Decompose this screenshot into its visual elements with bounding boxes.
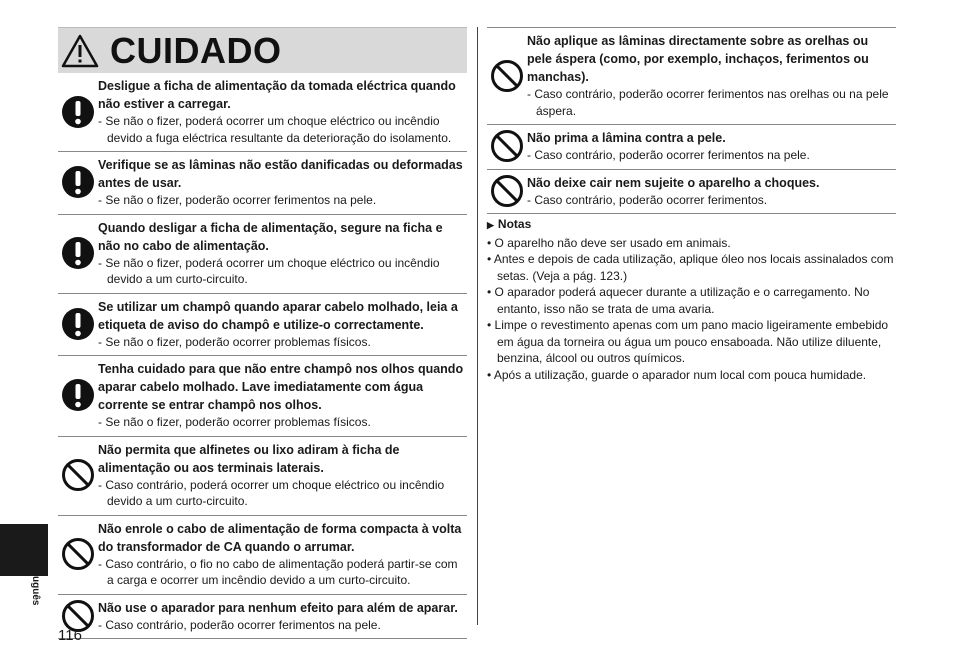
caution-title: Quando desligar a ficha de alimentação, segure na ficha e não no cabo de alimentação. — [98, 220, 443, 253]
caution-text — [527, 174, 896, 209]
note-text: O aparador poderá aquecer durante a utilização e o carregamento. No entanto, isso não se trata de uma avaria. — [494, 285, 870, 316]
note-item: • Limpe o revestimento apenas com um pano macio ligeiramente embebido em água da torneira ou água um pouco ensaboada. Não utilize diluente, benzina, álcool ou outros químicos. — [487, 318, 889, 365]
caution-title: Desligue a ficha de alimentação da tomada eléctrica quando não estiver a carregar. — [98, 79, 456, 111]
caution-note: - Se não o fizer, poderão ocorrer problemas físicos. — [98, 334, 371, 349]
right-column — [487, 27, 896, 214]
notes-section — [487, 216, 896, 383]
note-text: O aparelho não deve ser usado em animais. — [494, 235, 731, 250]
note-text: Limpe o revestimento apenas com um pano macio ligeiramente embebido em água da torneira ou água um pouco ensaboada. Não utilize diluente, benzina, álcool ou outros químicos. — [494, 318, 889, 365]
prohibition-icon — [487, 174, 527, 209]
warning-triangle-icon — [60, 33, 100, 69]
exclamation-icon — [58, 77, 98, 146]
prohibition-icon — [487, 129, 527, 164]
caution-text — [98, 156, 467, 209]
caution-text — [98, 77, 467, 146]
caution-note: - Se não o fizer, poderá ocorrer um choque eléctrico ou incêndio devido a um curto-circuito. — [98, 255, 440, 286]
caution-item — [58, 595, 467, 640]
notes-heading-text: Notas — [497, 217, 532, 231]
caution-text — [98, 298, 467, 351]
caution-title: Se utilizar um champô quando aparar cabelo molhado, leia a etiqueta de aviso do champô e utilize-o correctamente. — [98, 299, 458, 332]
prohibition-icon — [58, 520, 98, 589]
caution-item — [58, 356, 467, 437]
caution-note: - Caso contrário, o fio no cabo de alimentação poderá partir-se com a carga e ocorrer um incêndio devido a um curto-circuito. — [98, 556, 458, 587]
caution-text — [98, 520, 467, 589]
caution-note: - Caso contrário, poderão ocorrer ferimentos na pele. — [527, 148, 810, 162]
caution-item — [58, 152, 467, 215]
left-caution-list — [58, 73, 467, 639]
caution-text — [98, 441, 467, 510]
caution-note: - Se não o fizer, poderão ocorrer ferimentos na pele. — [98, 193, 377, 207]
prohibition-icon — [487, 32, 527, 119]
caution-header — [58, 27, 467, 73]
caution-item — [487, 125, 896, 170]
caution-item — [58, 516, 467, 595]
caution-note: - Caso contrário, poderão ocorrer ferimentos nas orelhas ou na pele áspera. — [527, 87, 889, 118]
page-number: 116 — [58, 627, 82, 644]
note-text: Após a utilização, guarde o aparador num local com pouca humidade. — [493, 367, 867, 382]
exclamation-icon — [58, 219, 98, 288]
caution-title: Não prima a lâmina contra a pele. — [527, 131, 726, 145]
exclamation-icon — [58, 298, 98, 351]
notes-list — [487, 235, 896, 384]
caution-text — [527, 129, 896, 164]
caution-note: - Caso contrário, poderão ocorrer ferimentos. — [527, 192, 768, 207]
caution-title: Não deixe cair nem sujeite o aparelho a choques. — [527, 175, 820, 190]
exclamation-icon — [58, 156, 98, 209]
caution-note: - Se não o fizer, poderão ocorrer problemas físicos. — [98, 415, 371, 429]
note-item: • O aparelho não deve ser usado em animais. — [487, 235, 731, 250]
caution-title: Não aplique as lâminas directamente sobre as orelhas ou pele áspera (como, por exemplo, inchaços, ferimentos ou manchas). — [527, 34, 869, 84]
note-item: • Após a utilização, guarde o aparador num local com pouca humidade. — [487, 367, 867, 382]
caution-title: Tenha cuidado para que não entre champô nos olhos quando aparar cabelo molhado. Lave imediatamente com água corrente se entrar champô nos olhos. — [98, 362, 464, 412]
caution-text — [527, 32, 896, 119]
caution-item — [487, 170, 896, 215]
caution-item — [58, 215, 467, 294]
caution-item — [58, 437, 467, 516]
column-divider — [477, 27, 478, 625]
caution-text — [98, 360, 467, 431]
caution-item — [58, 73, 467, 152]
caution-item — [58, 294, 467, 357]
caution-note: - Caso contrário, poderão ocorrer ferimentos na pele. — [98, 617, 381, 632]
notes-heading — [487, 216, 896, 234]
caution-item — [487, 27, 896, 125]
caution-note: - Caso contrário, poderá ocorrer um choque eléctrico ou incêndio devido a um curto-circuito. — [98, 477, 445, 508]
page-title: CUIDADO — [110, 29, 282, 71]
note-text: Antes e depois de cada utilização, aplique óleo nos locais assinalados com setas. (Veja a pág. 123.) — [493, 252, 894, 283]
triangle-right-icon: ▶ — [487, 220, 494, 230]
caution-title: Não permita que alfinetes ou lixo adiram à ficha de alimentação ou aos terminais laterais. — [98, 442, 400, 475]
language-label: Português — [30, 556, 41, 606]
caution-text — [98, 219, 467, 288]
caution-note: - Se não o fizer, poderá ocorrer um choque eléctrico ou incêndio devido a fuga eléctrica resultante da deterioração do isolamento. — [98, 114, 452, 145]
caution-title: Verifique se as lâminas não estão danificadas ou deformadas antes de usar. — [98, 158, 463, 190]
exclamation-icon — [58, 360, 98, 431]
note-item: • O aparador poderá aquecer durante a utilização e o carregamento. No entanto, isso não se trata de uma avaria. — [487, 285, 870, 316]
left-column — [58, 27, 467, 639]
caution-title: Não enrole o cabo de alimentação de forma compacta à volta do transformador de CA quando o arrumar. — [98, 521, 462, 554]
note-item: • Antes e depois de cada utilização, aplique óleo nos locais assinalados com setas. (Veja a pág. 123.) — [487, 252, 894, 283]
caution-title: Não use o aparador para nenhum efeito para além de aparar. — [98, 600, 458, 615]
prohibition-icon — [58, 441, 98, 510]
caution-text — [98, 599, 467, 634]
right-caution-list — [487, 27, 896, 214]
